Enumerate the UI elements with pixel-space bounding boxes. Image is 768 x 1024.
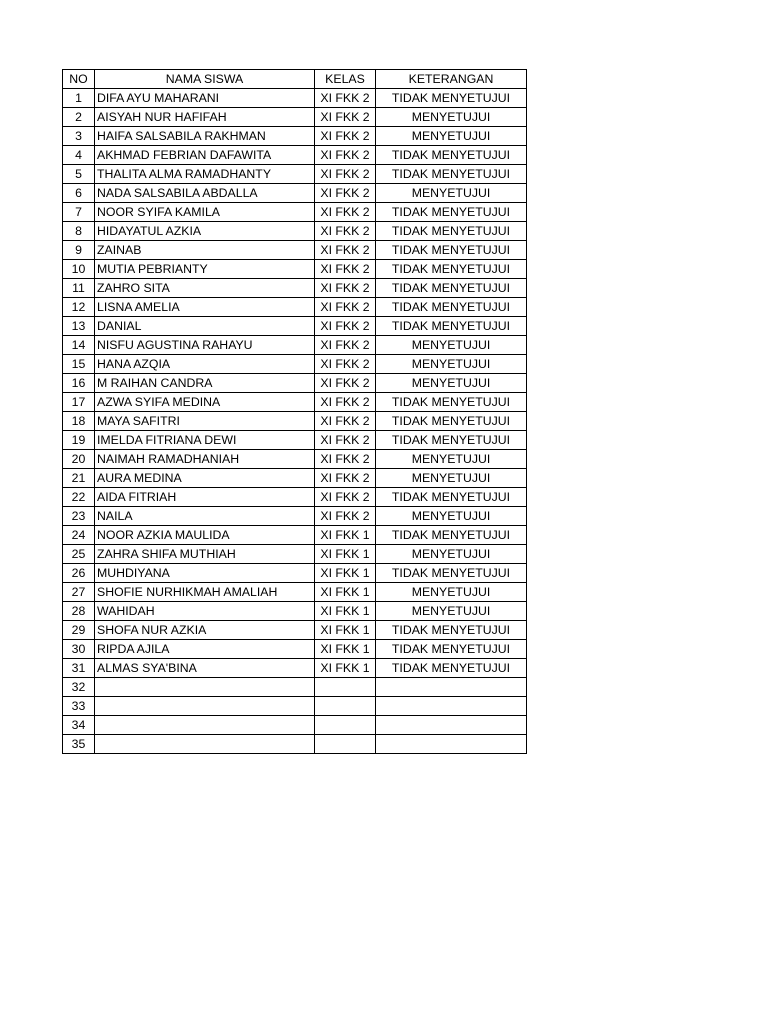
- cell-student-name: [95, 678, 315, 697]
- cell-class: XI FKK 2: [315, 450, 376, 469]
- table-row: [63, 336, 527, 355]
- cell-remarks: TIDAK MENYETUJUI: [376, 298, 527, 317]
- cell-remarks: MENYETUJUI: [376, 355, 527, 374]
- cell-class: XI FKK 2: [315, 260, 376, 279]
- table-row: [63, 279, 527, 298]
- student-consent-table: [62, 69, 527, 754]
- cell-class: XI FKK 2: [315, 431, 376, 450]
- cell-remarks: TIDAK MENYETUJUI: [376, 412, 527, 431]
- table-row: [63, 241, 527, 260]
- table-row: [63, 545, 527, 564]
- cell-student-name: NADA SALSABILA ABDALLA: [95, 184, 315, 203]
- cell-class: XI FKK 1: [315, 640, 376, 659]
- cell-class: XI FKK 1: [315, 545, 376, 564]
- cell-no: 1: [63, 89, 95, 108]
- cell-remarks: TIDAK MENYETUJUI: [376, 431, 527, 450]
- cell-class: [315, 735, 376, 754]
- table-row: [63, 355, 527, 374]
- cell-student-name: HIDAYATUL AZKIA: [95, 222, 315, 241]
- table-row: [63, 184, 527, 203]
- table-row: [63, 412, 527, 431]
- cell-remarks: TIDAK MENYETUJUI: [376, 393, 527, 412]
- table-row: [63, 602, 527, 621]
- cell-no: 14: [63, 336, 95, 355]
- cell-no: 29: [63, 621, 95, 640]
- table-row: [63, 583, 527, 602]
- cell-class: XI FKK 1: [315, 583, 376, 602]
- cell-no: 19: [63, 431, 95, 450]
- cell-remarks: MENYETUJUI: [376, 583, 527, 602]
- cell-student-name: SHOFIE NURHIKMAH AMALIAH: [95, 583, 315, 602]
- cell-remarks: MENYETUJUI: [376, 469, 527, 488]
- header-student-name: NAMA SISWA: [95, 70, 315, 89]
- table-row: [63, 450, 527, 469]
- cell-no: 10: [63, 260, 95, 279]
- cell-no: 23: [63, 507, 95, 526]
- cell-remarks: TIDAK MENYETUJUI: [376, 241, 527, 260]
- cell-remarks: [376, 735, 527, 754]
- cell-student-name: AURA MEDINA: [95, 469, 315, 488]
- table-row: [63, 507, 527, 526]
- cell-class: XI FKK 2: [315, 241, 376, 260]
- table-row: [63, 165, 527, 184]
- cell-student-name: MUHDIYANA: [95, 564, 315, 583]
- cell-no: 4: [63, 146, 95, 165]
- cell-student-name: [95, 735, 315, 754]
- cell-student-name: [95, 716, 315, 735]
- table-row: [63, 298, 527, 317]
- cell-student-name: DANIAL: [95, 317, 315, 336]
- cell-no: 30: [63, 640, 95, 659]
- cell-class: [315, 716, 376, 735]
- cell-class: XI FKK 2: [315, 374, 376, 393]
- cell-class: XI FKK 2: [315, 203, 376, 222]
- cell-no: 3: [63, 127, 95, 146]
- cell-class: XI FKK 2: [315, 89, 376, 108]
- cell-class: XI FKK 2: [315, 317, 376, 336]
- cell-no: 7: [63, 203, 95, 222]
- header-class: KELAS: [315, 70, 376, 89]
- cell-remarks: MENYETUJUI: [376, 108, 527, 127]
- cell-student-name: NOOR AZKIA MAULIDA: [95, 526, 315, 545]
- table-row: [63, 146, 527, 165]
- cell-student-name: MUTIA PEBRIANTY: [95, 260, 315, 279]
- cell-student-name: RIPDA AJILA: [95, 640, 315, 659]
- cell-no: 32: [63, 678, 95, 697]
- cell-no: 8: [63, 222, 95, 241]
- cell-class: XI FKK 2: [315, 412, 376, 431]
- cell-student-name: NAILA: [95, 507, 315, 526]
- header-remarks: KETERANGAN: [376, 70, 527, 89]
- table-row: [63, 222, 527, 241]
- cell-class: XI FKK 2: [315, 393, 376, 412]
- cell-class: XI FKK 2: [315, 298, 376, 317]
- table-header-row: [63, 70, 527, 89]
- cell-class: XI FKK 2: [315, 488, 376, 507]
- cell-remarks: TIDAK MENYETUJUI: [376, 89, 527, 108]
- table-row: [63, 108, 527, 127]
- cell-student-name: AKHMAD FEBRIAN DAFAWITA: [95, 146, 315, 165]
- cell-class: XI FKK 1: [315, 526, 376, 545]
- cell-class: XI FKK 2: [315, 336, 376, 355]
- cell-class: [315, 697, 376, 716]
- cell-remarks: MENYETUJUI: [376, 336, 527, 355]
- cell-no: 17: [63, 393, 95, 412]
- cell-remarks: TIDAK MENYETUJUI: [376, 317, 527, 336]
- table-row: [63, 469, 527, 488]
- table-row: [63, 659, 527, 678]
- cell-no: 22: [63, 488, 95, 507]
- cell-remarks: TIDAK MENYETUJUI: [376, 564, 527, 583]
- table-row: [63, 564, 527, 583]
- cell-no: 15: [63, 355, 95, 374]
- cell-student-name: ZAHRA SHIFA MUTHIAH: [95, 545, 315, 564]
- cell-no: 2: [63, 108, 95, 127]
- cell-class: XI FKK 2: [315, 108, 376, 127]
- cell-class: XI FKK 1: [315, 659, 376, 678]
- cell-student-name: [95, 697, 315, 716]
- cell-student-name: LISNA AMELIA: [95, 298, 315, 317]
- cell-class: [315, 678, 376, 697]
- table-row: [63, 374, 527, 393]
- table-row: [63, 203, 527, 222]
- cell-no: 26: [63, 564, 95, 583]
- cell-student-name: HAIFA SALSABILA RAKHMAN: [95, 127, 315, 146]
- cell-class: XI FKK 2: [315, 127, 376, 146]
- cell-class: XI FKK 2: [315, 469, 376, 488]
- cell-remarks: MENYETUJUI: [376, 450, 527, 469]
- cell-no: 5: [63, 165, 95, 184]
- cell-remarks: MENYETUJUI: [376, 602, 527, 621]
- cell-student-name: MAYA SAFITRI: [95, 412, 315, 431]
- cell-class: XI FKK 2: [315, 355, 376, 374]
- cell-class: XI FKK 1: [315, 564, 376, 583]
- cell-remarks: TIDAK MENYETUJUI: [376, 488, 527, 507]
- table-row: [63, 640, 527, 659]
- cell-remarks: MENYETUJUI: [376, 507, 527, 526]
- table-row: [63, 716, 527, 735]
- cell-student-name: NAIMAH RAMADHANIAH: [95, 450, 315, 469]
- cell-remarks: MENYETUJUI: [376, 374, 527, 393]
- cell-class: XI FKK 2: [315, 222, 376, 241]
- cell-no: 27: [63, 583, 95, 602]
- cell-no: 20: [63, 450, 95, 469]
- table-row: [63, 393, 527, 412]
- table-row: [63, 678, 527, 697]
- cell-class: XI FKK 2: [315, 165, 376, 184]
- cell-remarks: TIDAK MENYETUJUI: [376, 640, 527, 659]
- table-row: [63, 431, 527, 450]
- table-row: [63, 488, 527, 507]
- cell-no: 28: [63, 602, 95, 621]
- cell-student-name: M RAIHAN CANDRA: [95, 374, 315, 393]
- cell-no: 12: [63, 298, 95, 317]
- cell-student-name: HANA AZQIA: [95, 355, 315, 374]
- cell-no: 11: [63, 279, 95, 298]
- cell-student-name: ZAINAB: [95, 241, 315, 260]
- cell-student-name: NISFU AGUSTINA RAHAYU: [95, 336, 315, 355]
- cell-remarks: [376, 697, 527, 716]
- cell-no: 18: [63, 412, 95, 431]
- cell-no: 6: [63, 184, 95, 203]
- cell-no: 16: [63, 374, 95, 393]
- cell-student-name: THALITA ALMA RAMADHANTY: [95, 165, 315, 184]
- cell-remarks: TIDAK MENYETUJUI: [376, 659, 527, 678]
- cell-class: XI FKK 2: [315, 146, 376, 165]
- cell-student-name: IMELDA FITRIANA DEWI: [95, 431, 315, 450]
- header-no: NO: [63, 70, 95, 89]
- table-row: [63, 735, 527, 754]
- cell-no: 13: [63, 317, 95, 336]
- cell-remarks: TIDAK MENYETUJUI: [376, 621, 527, 640]
- cell-student-name: ALMAS SYA'BINA: [95, 659, 315, 678]
- cell-no: 34: [63, 716, 95, 735]
- cell-no: 25: [63, 545, 95, 564]
- cell-student-name: AZWA SYIFA MEDINA: [95, 393, 315, 412]
- cell-remarks: MENYETUJUI: [376, 184, 527, 203]
- cell-no: 21: [63, 469, 95, 488]
- table-body: [63, 89, 527, 754]
- cell-class: XI FKK 1: [315, 602, 376, 621]
- cell-no: 31: [63, 659, 95, 678]
- cell-student-name: WAHIDAH: [95, 602, 315, 621]
- cell-remarks: [376, 716, 527, 735]
- cell-class: XI FKK 1: [315, 621, 376, 640]
- cell-remarks: [376, 678, 527, 697]
- cell-student-name: NOOR SYIFA KAMILA: [95, 203, 315, 222]
- cell-remarks: TIDAK MENYETUJUI: [376, 222, 527, 241]
- table-row: [63, 127, 527, 146]
- table-row: [63, 526, 527, 545]
- cell-remarks: TIDAK MENYETUJUI: [376, 279, 527, 298]
- cell-student-name: AIDA FITRIAH: [95, 488, 315, 507]
- table-row: [63, 260, 527, 279]
- cell-student-name: AISYAH NUR HAFIFAH: [95, 108, 315, 127]
- table-row: [63, 621, 527, 640]
- student-consent-sheet: [62, 69, 527, 754]
- table-row: [63, 89, 527, 108]
- cell-class: XI FKK 2: [315, 507, 376, 526]
- cell-no: 35: [63, 735, 95, 754]
- cell-student-name: SHOFA NUR AZKIA: [95, 621, 315, 640]
- cell-remarks: TIDAK MENYETUJUI: [376, 260, 527, 279]
- table-row: [63, 317, 527, 336]
- cell-class: XI FKK 2: [315, 184, 376, 203]
- cell-remarks: TIDAK MENYETUJUI: [376, 526, 527, 545]
- cell-remarks: MENYETUJUI: [376, 545, 527, 564]
- cell-class: XI FKK 2: [315, 279, 376, 298]
- cell-student-name: DIFA AYU MAHARANI: [95, 89, 315, 108]
- cell-remarks: TIDAK MENYETUJUI: [376, 146, 527, 165]
- cell-remarks: TIDAK MENYETUJUI: [376, 203, 527, 222]
- table-row: [63, 697, 527, 716]
- cell-no: 33: [63, 697, 95, 716]
- cell-remarks: MENYETUJUI: [376, 127, 527, 146]
- cell-student-name: ZAHRO SITA: [95, 279, 315, 298]
- cell-no: 24: [63, 526, 95, 545]
- cell-no: 9: [63, 241, 95, 260]
- cell-remarks: TIDAK MENYETUJUI: [376, 165, 527, 184]
